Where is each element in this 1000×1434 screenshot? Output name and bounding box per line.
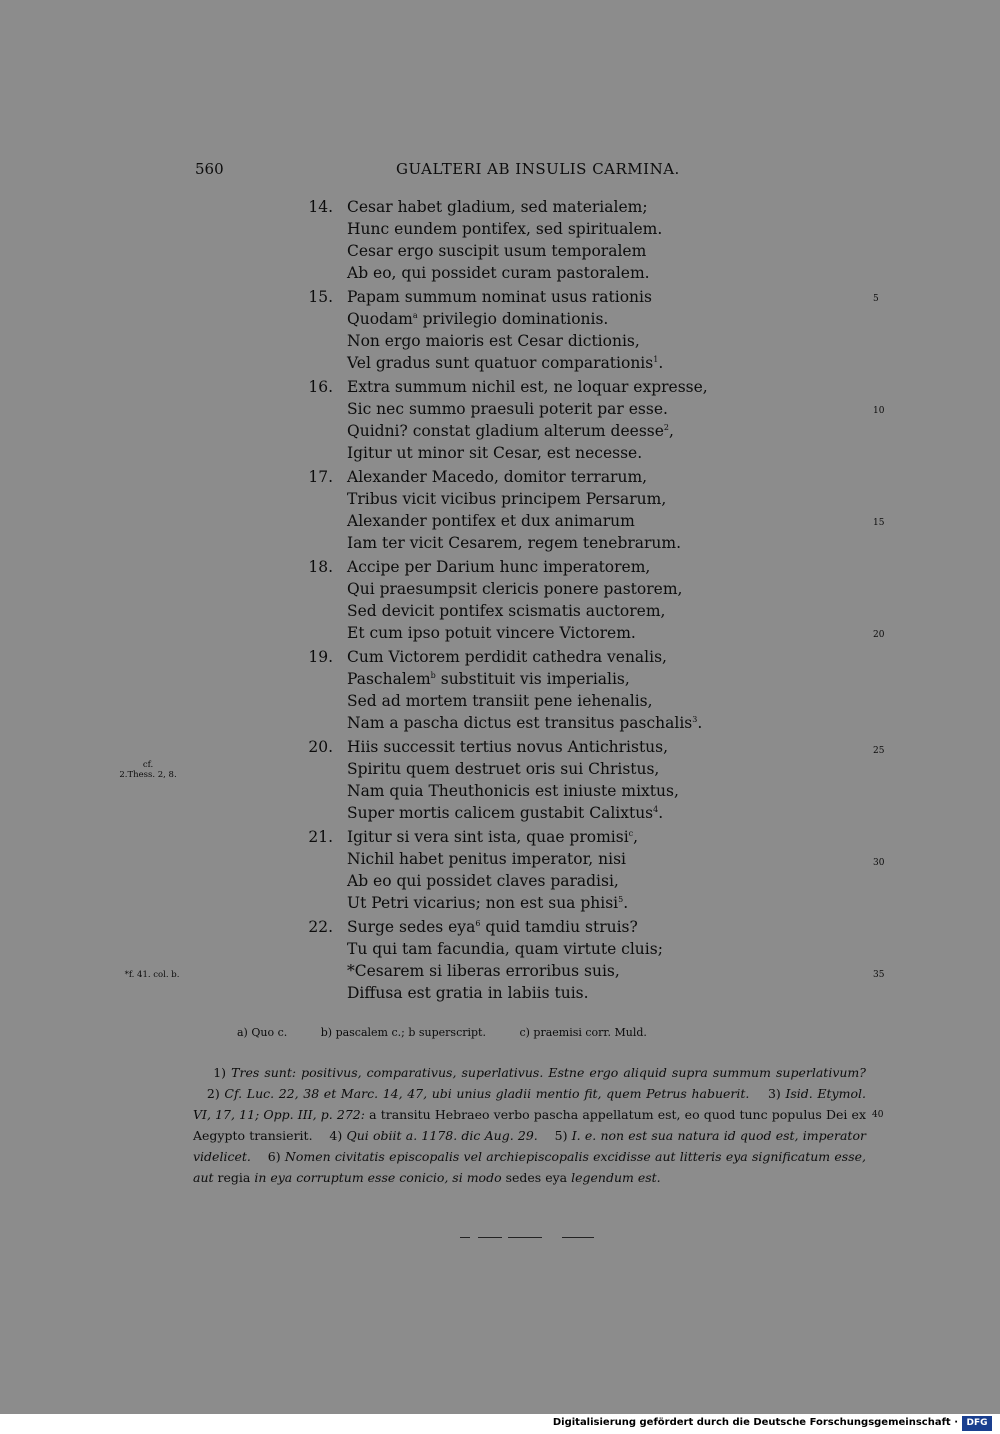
footnote-text: in eya corruptum esse conicio, si modo [254,1170,502,1185]
verse-line: Alexander pontifex et dux animarum [347,512,635,530]
verse-line: Diffusa est gratia in labiis tuis. [347,984,589,1002]
running-title: GUALTERI AB INSULIS CARMINA. [396,160,680,178]
footnote-marker: 6 [475,918,481,928]
stanza-number: 18. [308,558,333,576]
footnote-marker: 3 [692,714,698,724]
verse-line: Cesar habet gladium, sed materialem; [347,198,648,216]
verse-line: Nam quia Theuthonicis est iniuste mixtus, [347,782,679,800]
verse-line: Hunc eundem pontifex, sed spiritualem. [347,220,663,238]
line-number: 35 [873,970,885,980]
footnote-number: 4) [329,1128,343,1143]
footnote-reference: Isid. Etymol. VI, 17, 11; Opp. III, p. 272: [193,1086,866,1122]
verse-line: Ab eo qui possidet claves paradisi, [347,872,619,890]
footnote-text: Qui obiit a. 1178. dic Aug. 29. [346,1128,538,1143]
end-rule [508,1237,542,1238]
punctuation: . [623,894,629,912]
stanza [306,376,786,466]
line-number: 15 [873,518,885,528]
footnote-text: Tres sunt: positivus, comparativus, superlativus. Estne ergo aliquid supra summum superlativum? [231,1065,866,1080]
stanza [306,646,786,736]
verse-line: Ab eo, qui possidet curam pastoralem. [347,264,650,282]
footnote-number: 5) [554,1128,568,1143]
footnote-text: Nomen civitatis episcopalis vel archiepiscopalis excidisse aut litteris eya significatum esse, aut [193,1149,866,1185]
stanza [306,916,786,1006]
verse-line: *Cesarem si liberas erroribus suis, [347,962,620,980]
punctuation: . [658,804,664,822]
line-number: 5 [873,294,879,304]
stanza [306,826,786,916]
footnote-marker: 1 [653,354,659,364]
funding-notice: Digitalisierung gefördert durch die Deutsche Forschungsgemeinschaft · [552,1417,958,1428]
verse-line: Sic nec summo praesuli poterit par esse. [347,400,668,418]
verse-line [347,802,786,824]
stanza-number: 16. [308,378,333,396]
apparatus-entry: c) praemisi corr. Muld. [519,1026,647,1039]
footnote-marker: 5 [618,894,624,904]
dfg-logo: DFG [962,1416,992,1431]
verse-line: Sed devicit pontifex scismatis auctorem, [347,602,666,620]
margin-note-cf: cf. [142,760,154,770]
verse-line [347,916,786,938]
line-number: 40 [872,1110,884,1120]
verse-line [347,352,786,374]
verse-line [347,420,786,442]
verse-line: Papam summum nominat usus rationis [347,288,652,306]
stanza-number: 17. [308,468,333,486]
footnote-text: a transitu Hebraeo verbo pascha appellatum est, eo quod tunc populus Dei ex Aegypto transierit. [193,1107,866,1143]
apparatus-marker: c [628,828,634,838]
punctuation: , [633,828,639,846]
punctuation: . [658,354,664,372]
punctuation: . [697,714,703,732]
verse-text: substituit vis imperialis, [440,670,630,688]
apparatus-entry: a) Quo c. [237,1026,288,1039]
page-number: 560 [195,160,224,178]
critical-apparatus [237,1026,677,1039]
footnote-text: I. e. non est sua natura id quod est, imperator videlicet. [193,1128,866,1164]
verse-line: Cum Victorem perdidit cathedra venalis, [347,648,667,666]
verse-text: Nam a pascha dictus est transitus paschalis [347,714,693,732]
verse-line: Igitur ut minor sit Cesar, est necesse. [347,444,643,462]
stanza [306,466,786,556]
verse-text: Super mortis calicem gustabit Calixtus [347,804,654,822]
stanza-number: 21. [308,828,333,846]
verse-text: Vel gradus sunt quatuor comparationis [347,354,654,372]
apparatus-entry: b) pascalem c.; b superscript. [320,1026,486,1039]
verse-line [347,668,786,690]
stanza-number: 20. [308,738,333,756]
end-rule [478,1237,502,1238]
footnote-number: 6) [267,1149,281,1164]
verse-line: Sed ad mortem transiit pene iehenalis, [347,692,653,710]
margin-note-reference [118,760,178,780]
verse-line: Accipe per Darium hunc imperatorem, [347,558,651,576]
page-header [193,160,887,182]
verse-text: Ut Petri vicarius; non est sua phisi [347,894,619,912]
verse-line: Spiritu quem destruet oris sui Christus, [347,760,660,778]
verse-line: Alexander Macedo, domitor terrarum, [347,468,648,486]
punctuation: , [669,422,674,440]
verse-line [347,826,786,848]
verse-line: Iam ter vicit Cesarem, regem tenebrarum. [347,534,682,552]
verse-text: Quidni? constat gladium alterum deesse [347,422,664,440]
footnote-number: 1) [213,1065,227,1080]
footnotes [193,1062,866,1188]
verse-line: Qui praesumpsit clericis ponere pastorem, [347,580,683,598]
line-number: 30 [873,858,885,868]
stanza-number: 14. [308,198,333,216]
stanza [306,556,786,646]
footnote-number: 3) [767,1086,781,1101]
verse-text: Igitur si vera sint ista, quae promisi [347,828,629,846]
apparatus-marker: a [412,310,418,320]
end-rule [460,1237,470,1238]
line-number: 10 [873,406,885,416]
verse-line: Et cum ipso potuit vincere Victorem. [347,624,636,642]
verse-line: Tu qui tam facundia, quam virtute cluis; [347,940,663,958]
line-number: 20 [873,630,885,640]
stanza [306,736,786,826]
stanza-number: 22. [308,918,333,936]
verse-line [347,308,786,330]
verse-line: Hiis successit tertius novus Antichristus, [347,738,669,756]
verse-text: Paschalem [347,670,431,688]
footnote-text: legendum est. [571,1170,661,1185]
apparatus-marker: b [430,670,436,680]
footnote-marker: 4 [653,804,659,814]
footnote-word: sedes eya [505,1170,568,1185]
margin-note-citation: 2.Thess. 2, 8. [119,770,177,780]
verse-text: quid tamdiu struis? [485,918,638,936]
footnote-number: 2) [206,1086,220,1101]
verse-line [347,712,786,734]
poem [306,196,786,1006]
verse-text: privilegio dominationis. [422,310,609,328]
stanza-number: 19. [308,648,333,666]
margin-note-folio: *f. 41. col. b. [124,970,180,980]
footnote-word: regia [217,1170,251,1185]
verse-text: Quodam [347,310,413,328]
end-rule [562,1237,594,1238]
footnote-marker: 2 [663,422,669,432]
verse-line: Extra summum nichil est, ne loquar expresse, [347,378,708,396]
verse-line: Cesar ergo suscipit usum temporalem [347,242,647,260]
stanza [306,196,786,286]
stanza [306,286,786,376]
footnote-text: Cf. Luc. 22, 38 et Marc. 14, 47, ubi unius gladii mentio fit, quem Petrus habuerit. [224,1086,750,1101]
footer-bar [0,1414,1000,1434]
verse-line: Nichil habet penitus imperator, nisi [347,850,626,868]
verse-line: Tribus vicit vicibus principem Persarum, [347,490,667,508]
line-number: 25 [873,746,885,756]
verse-text: Surge sedes eya [347,918,476,936]
verse-line: Non ergo maioris est Cesar dictionis, [347,332,640,350]
stanza-number: 15. [308,288,333,306]
verse-line [347,892,786,914]
